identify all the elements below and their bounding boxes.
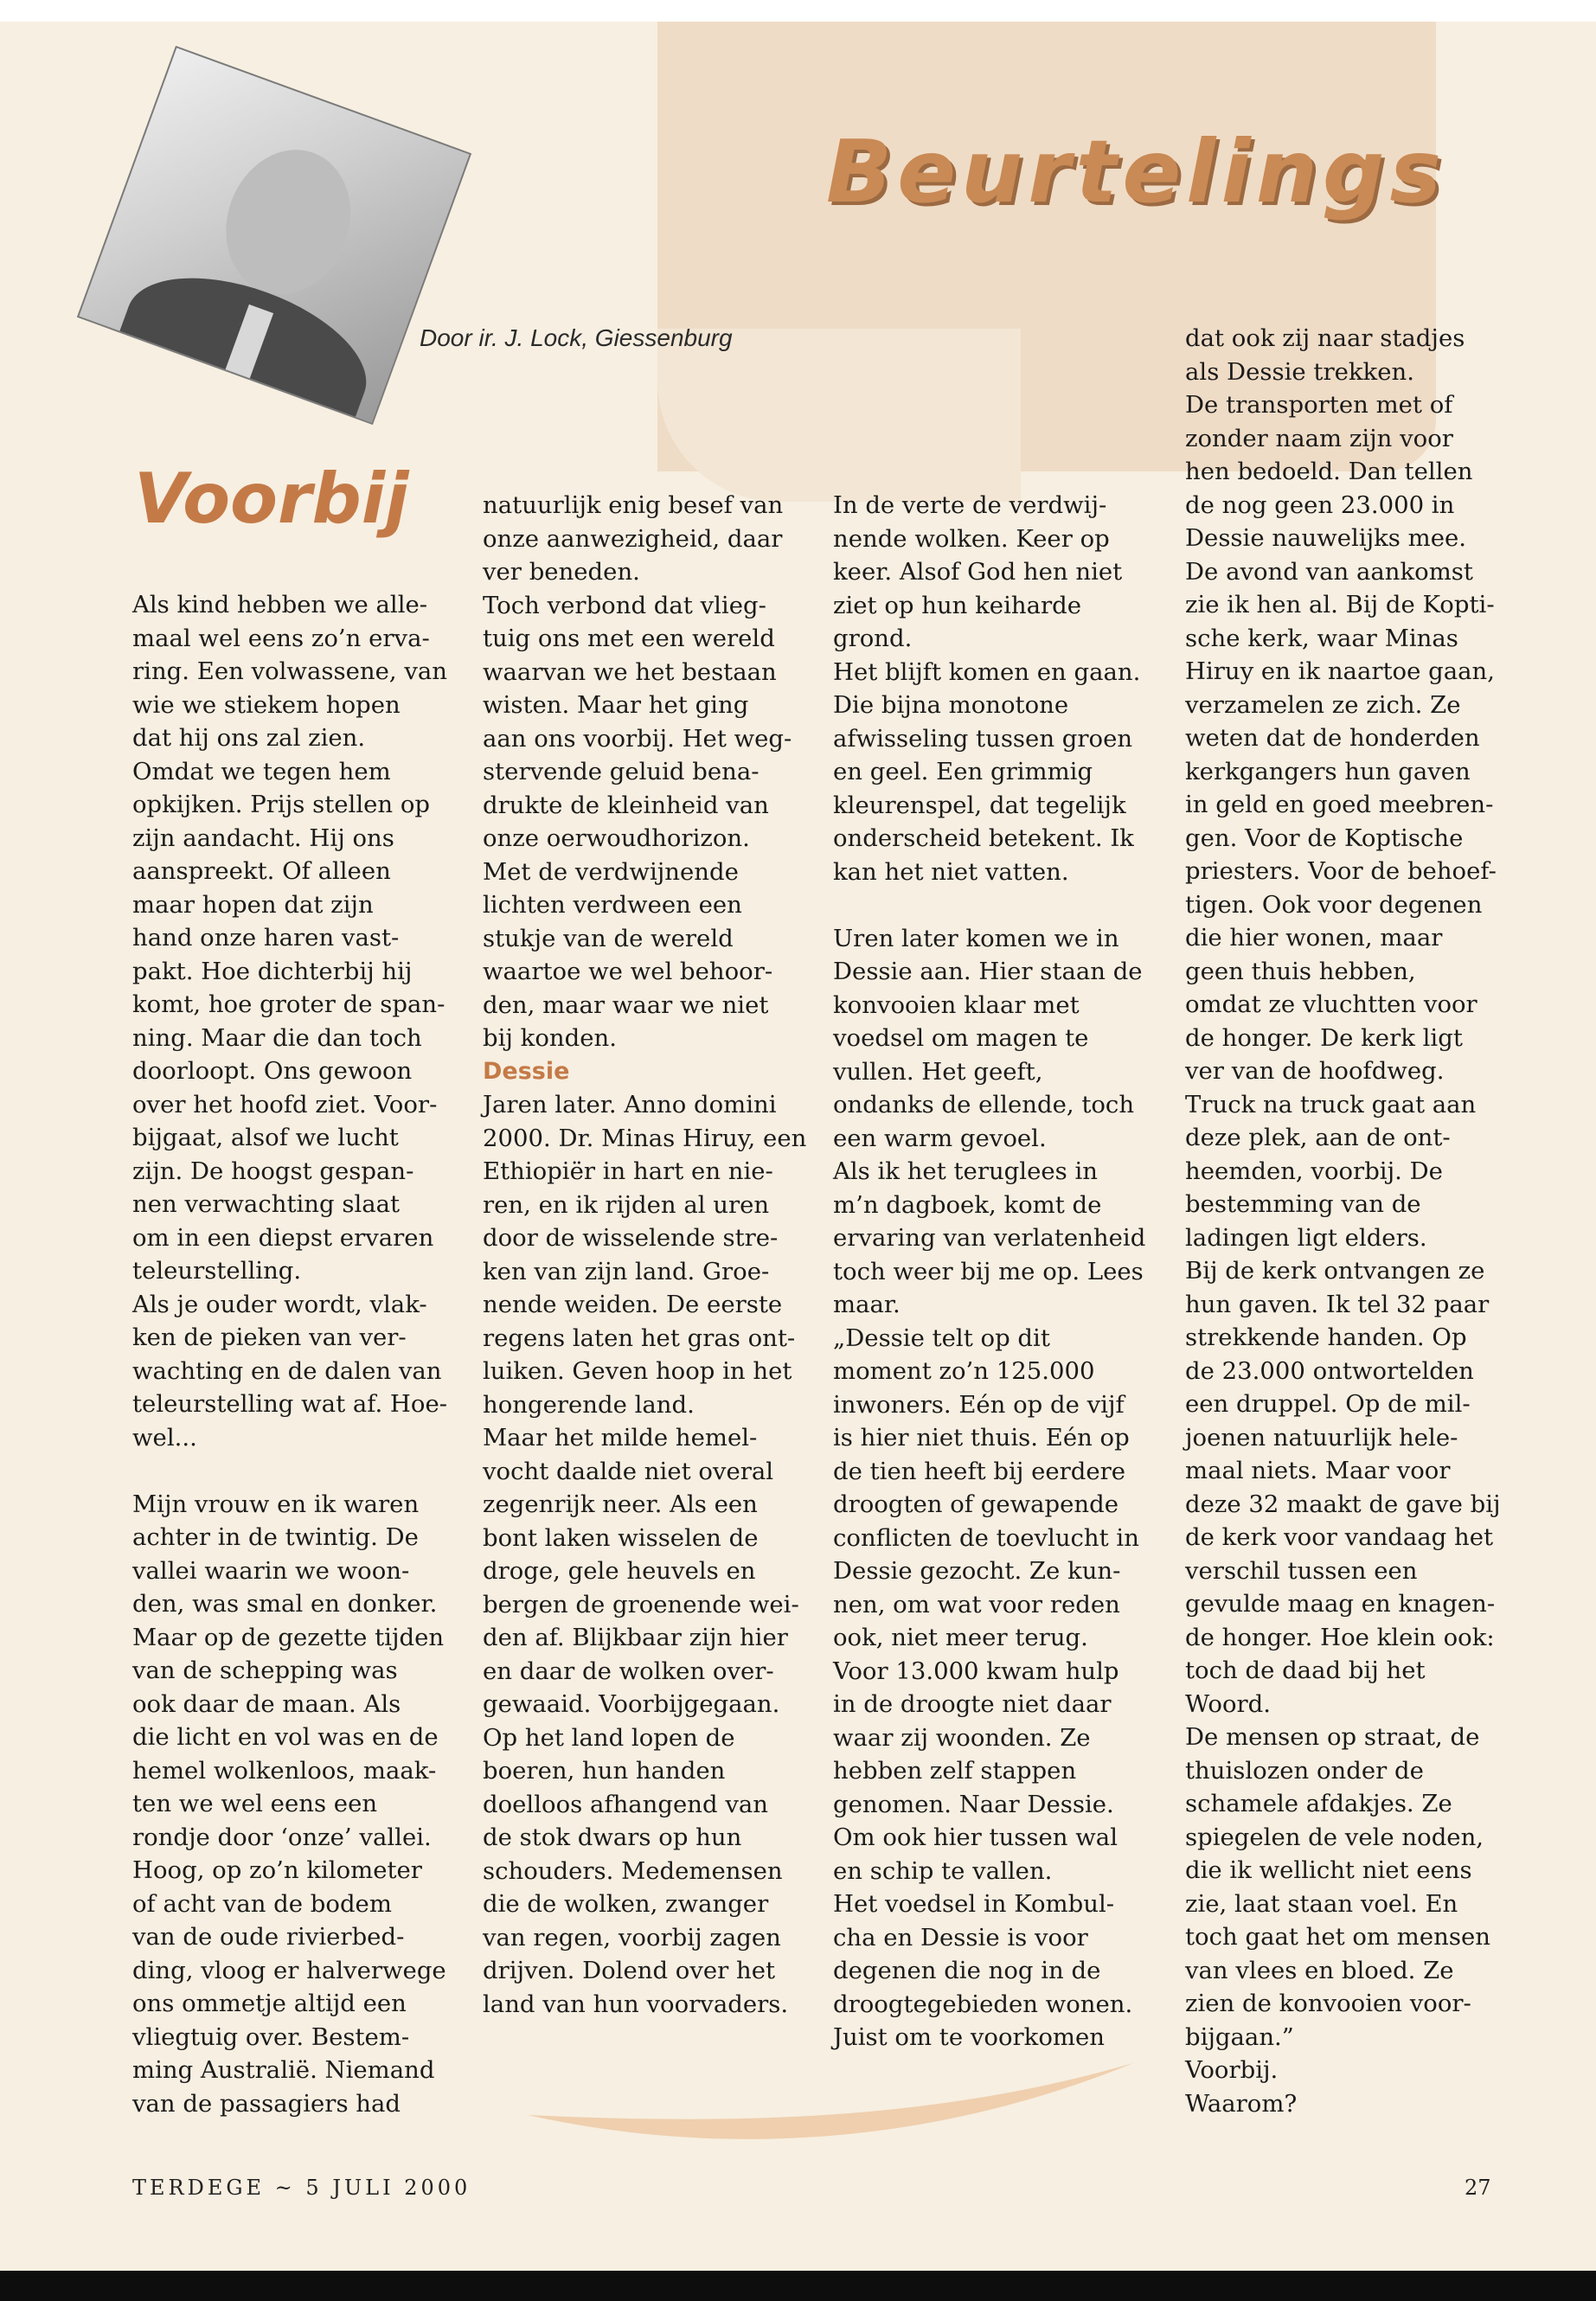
article-column-1: Als kind hebben we alle- maal wel eens zo’n erva- ring. Een volwassene, van wie we stiekem hopen dat hij ons zal zien. Omdat we tegen hem opkijken. Prijs stellen op zijn aandacht. Hij ons aanspreekt. Of alleen maar hopen dat zijn hand onze haren vast- pakt. Hoe dichterbij hij komt, hoe groter de span- ning. Maar die dan toch doorloopt. Ons gewoon over het hoofd ziet. Voor- bijgaat, alsof we lucht zijn. De hoogst gespan- nen verwachting slaat om in een diepst ervaren teleurstelling. Als je ouder wordt, vlak- ken de pieken van ver- wachting en de dalen van teleurstelling wat af. Hoe- wel... Mijn vrouw en ik waren achter in de twintig. De vallei waarin we woon- den, was smal en donker. Maar op de gezette tijden van de schepping was ook daar de maan. Als die licht en vol was en de hemel wolkenloos, maak- ten we wel eens een rondje door ‘onze’ vallei. Hoog, op zo’n kilometer of acht van de bodem van de oude rivierbed- ding, vloog er halverwege ons ommetje altijd een vliegtuig over. Bestem- ming Australië. Niemand van de passagiers had bbox=[132, 591, 448, 2118]
article-column-4: dat ook zij naar stadjes als Dessie trekken. De transporten met of zonder naam zijn voor hen bedoeld. Dan tellen de nog geen 23.000 in Dessie nauwelijks mee. De avond van aankomst zie ik hen al. Bij de Kopti- sche kerk, waar Minas Hiruy en ik naartoe gaan, verzamelen ze zich. Ze weten dat de honderden kerkgangers hun gaven in geld en goed meebren- gen. Voor de Koptische priesters. Voor de behoef- tigen. Ook voor degenen die hier wonen, maar geen thuis hebben, omdat ze vluchtten voor de honger. De kerk ligt ver van de hoofdweg. Truck na truck gaat aan deze plek, aan de ont- heemden, voorbij. De bestemming van de ladingen ligt elders. Bij de kerk ontvangen ze hun gaven. Ik tel 32 paar strekkende handen. Op de 23.000 ontwortelden een druppel. Op de mil- joenen natuurlijk hele- maal niets. Maar voor deze 32 maakt de gave bij de kerk voor vandaag het verschil tussen een gevulde maag en knagen- de honger. Hoe klein ook: toch de daad bij het Woord. De mensen op straat, de thuislozen onder de schamele afdakjes. Ze spiegelen de vele noden, die ik wellicht niet eens zie, laat staan voel. En toch gaat het om mensen van vlees en bloed. Ze zien de konvooien voor- bijgaan.” Voorbij. Waarom? bbox=[1185, 324, 1501, 2118]
article-column-2-part-1: natuurlijk enig besef van onze aanwezigheid, daar ver beneden. Toch verbond dat vlieg- tuig ons met een wereld waarvan we het bestaan wisten. Maar het ging aan ons voorbij. Het weg- stervende geluid bena- drukte de kleinheid van onze oerwoudhorizon. Met de verdwijnende lichten verdween een stukje van de wereld waartoe we wel behoor- den, maar waar we niet bij konden. bbox=[483, 491, 792, 1052]
author-byline: Door ir. J. Lock, Giessenburg bbox=[420, 324, 733, 351]
article-column-3: In de verte de verdwij- nende wolken. Keer op keer. Alsof God hen niet ziet op hun keiharde grond. Het blijft komen en gaan. Die bijna monotone afwisseling tussen groen en geel. Een grimmig kleurenspel, dat tegelijk onderscheid betekent. Ik kan het niet vatten. Uren later komen we in Dessie aan. Hier staan de konvooien klaar met voedsel om magen te vullen. Het geeft, ondanks de ellende, toch een warm gevoel. Als ik het teruglees in m’n dagboek, komt de ervaring van verlatenheid toch weer bij me op. Lees maar. „Dessie telt op dit moment zo’n 125.000 inwoners. Eén op de vijf is hier niet thuis. Eén op de tien heeft bij eerdere droogten of gewapende conflicten de toevlucht in Dessie gezocht. Ze kun- nen, om wat voor reden ook, niet meer terug. Voor 13.000 kwam hulp in de droogte niet daar waar zij woonden. Ze hebben zelf stappen genomen. Naar Dessie. Om ook hier tussen wal en schip te vallen. Het voedsel in Kombul- cha en Dessie is voor degenen die nog in de droogtegebieden wonen. Juist om te voorkomen bbox=[833, 491, 1146, 2051]
column-header-title: Beurtelings bbox=[826, 121, 1447, 222]
page-number: 27 bbox=[1465, 2176, 1491, 2200]
article-title: Voorbij bbox=[134, 458, 409, 539]
page-top-margin bbox=[0, 0, 1596, 22]
article-column-2 bbox=[483, 489, 811, 2021]
article-column-2-part-2: Jaren later. Anno domini 2000. Dr. Minas Hiruy, een Ethiopiër in hart en nie- ren, en ik rijden al uren door de wisselende stre- ken van zijn land. Groe- nende weiden. De eerste regens laten het gras ont- luiken. Geven hoop in het hongerende land. Maar het milde hemel- vocht daalde niet overal zegenrijk neer. Als een bont laken wisselen de droge, gele heuvels en bergen de groenende wei- den af. Blijkbaar zijn hier en daar de wolken over- gewaaid. Voorbijgegaan. Op het land lopen de boeren, hun handen doelloos afhangend van de stok dwars op hun schouders. Medemensen die de wolken, zwanger van regen, voorbij zagen drijven. Dolend over het land van hun voorvaders. bbox=[483, 1091, 807, 2018]
footer-publication: TERDEGE ~ 5 JULI 2000 bbox=[132, 2176, 471, 2200]
article-subheading: Dessie bbox=[483, 1057, 570, 1085]
decorative-background-curve bbox=[657, 329, 1021, 502]
decorative-swoosh bbox=[528, 2054, 1133, 2158]
page-bottom-edge bbox=[0, 2271, 1596, 2301]
